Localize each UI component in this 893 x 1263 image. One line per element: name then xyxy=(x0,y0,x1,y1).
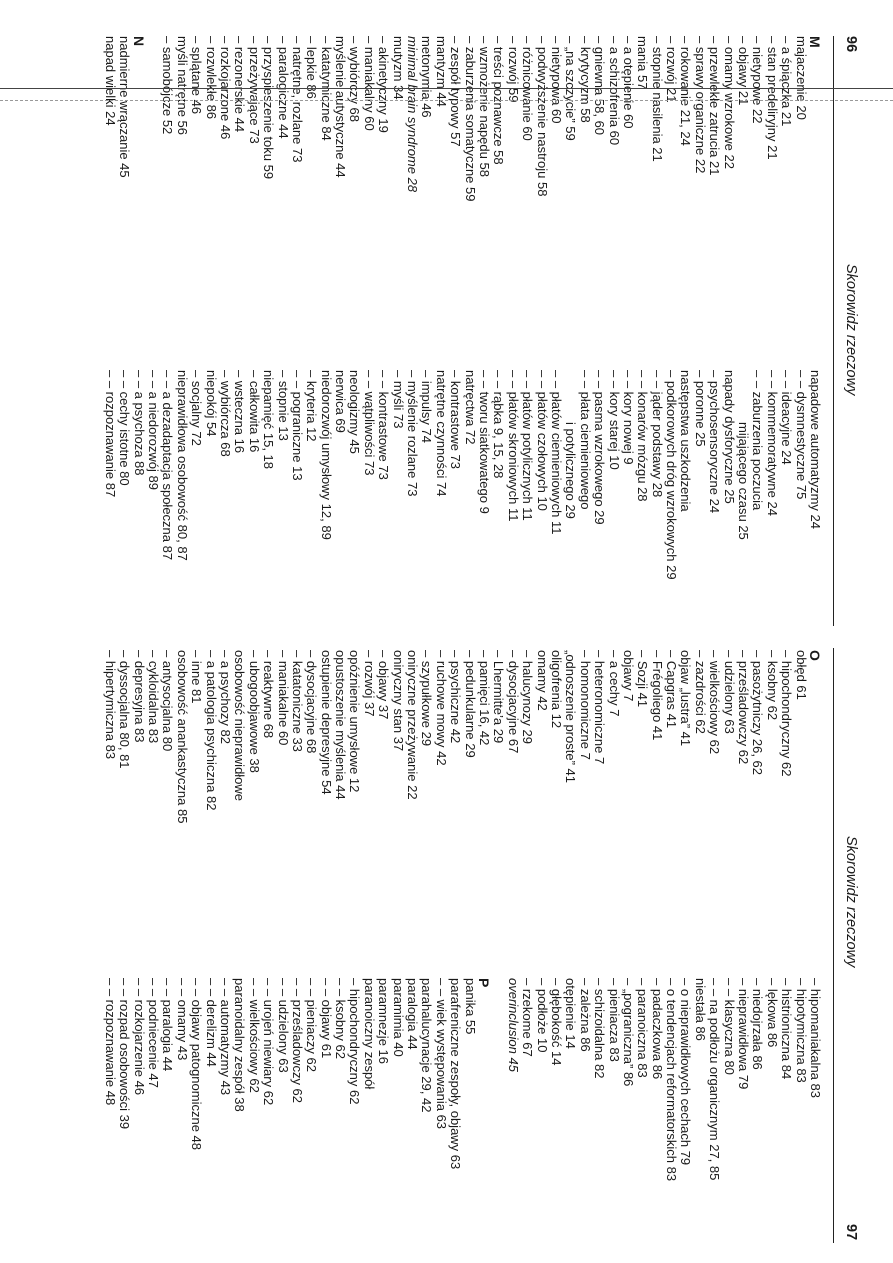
index-entry: następstwa uszkodzenia xyxy=(678,370,694,512)
index-entry: paramimia 40 xyxy=(390,978,406,1057)
index-entry: – katatoniczne 33 xyxy=(289,650,305,752)
index-entry: – zazdrości 62 xyxy=(692,650,708,734)
index-entry: – podwyższenie nastroju 58 xyxy=(534,36,550,197)
index-entry: – kontrastowe 73 xyxy=(448,370,464,470)
index-entry: – dysocjacyjne 68 xyxy=(304,650,320,754)
index-entry: – Capgras 41 xyxy=(664,650,680,729)
index-entry: – akinetyczny 19 xyxy=(376,36,392,133)
index-entry: – – objawy 61 xyxy=(318,978,334,1059)
left-page-number: 96 xyxy=(843,36,859,53)
index-entry: – wybiórczy 68 xyxy=(347,36,363,122)
index-entry: – lepkie 86 xyxy=(304,36,320,99)
index-entry: – maniakalne 60 xyxy=(275,650,291,746)
index-entry: – – prześladowczy 62 xyxy=(289,978,305,1104)
index-entry: – szypułkowe 29 xyxy=(419,650,435,747)
left-index-column-2 xyxy=(102,370,822,580)
index-entry: – zespół typowy 57 xyxy=(448,36,464,147)
index-entry: niepamięć 15, 18 xyxy=(261,370,277,470)
index-entry: opustoszenie myślenia 44 xyxy=(333,650,349,800)
index-entry: – – ksobny 62 xyxy=(333,978,349,1059)
index-entry: – – kory nowej 9 xyxy=(620,370,636,465)
index-entry: – wielkościowy 62 xyxy=(707,650,723,755)
index-entry: napady dysforyczne 25 xyxy=(721,370,737,504)
index-entry: – rzekome 67 xyxy=(520,978,536,1057)
index-entry: – krytycyzm 58 xyxy=(577,36,593,123)
index-entry: nieprawidłowa osobowość 80, 87 xyxy=(174,370,190,561)
index-entry: – – pograniczne 13 xyxy=(289,370,305,481)
index-entry: parafreniczne zespoły, objawy 63 xyxy=(448,978,464,1170)
index-entry: – – tworu siatkowatego 9 xyxy=(477,370,493,514)
index-entry: – Frégoliego 41 xyxy=(649,650,665,741)
index-entry: – depresyjna 83 xyxy=(131,650,147,743)
scan-edge-line-faint xyxy=(0,100,893,101)
index-entry: niestała 86 xyxy=(692,978,708,1041)
index-entry: – – ideacyjne 24 xyxy=(779,370,795,465)
index-entry: – – a psychoza 88 xyxy=(131,370,147,476)
index-entry: – halucynozy 29 xyxy=(520,650,536,744)
index-entry: – – wątpliwości 73 xyxy=(361,370,377,476)
index-entry: myśli natrętne 56 xyxy=(174,36,190,135)
index-entry: paralogia 44 xyxy=(405,978,421,1050)
index-entry: – pieniacza 83 xyxy=(606,978,622,1062)
index-entry: – całkowita 16 xyxy=(246,370,262,453)
index-entry: – reaktywne 68 xyxy=(261,650,277,739)
index-entry: – a schizofrenia 60 xyxy=(606,36,622,146)
index-entry: – paralogiczne 44 xyxy=(275,36,291,139)
index-entry: – – objawy patognomiczne 48 xyxy=(189,978,205,1151)
index-entry: – nietypowe 22 xyxy=(750,36,766,124)
index-entry: neologizmy 45 xyxy=(347,370,363,454)
index-entry: – splątane 46 xyxy=(189,36,205,115)
index-entry: – – paralogia 44 xyxy=(160,978,176,1072)
index-entry: – samobójcze 52 xyxy=(160,36,176,135)
index-entry: – poronne 25 xyxy=(692,370,708,447)
index-entry: – – automatyzmy 43 xyxy=(217,978,233,1096)
index-entry: „odnoszenie proste” 41 xyxy=(563,650,579,783)
index-entry: – – a dezadaptacja społeczna 87 xyxy=(160,370,176,561)
index-entry: – zaburzenia somatyczne 59 xyxy=(462,36,478,202)
index-entry: – podłoże 10 xyxy=(534,978,550,1053)
index-entry: – heteronomiczne 7 xyxy=(592,650,608,765)
index-entry: – dysocjacyjne 67 xyxy=(505,650,521,754)
index-entry: – podkorowych dróg wzrokowych 29 xyxy=(664,370,680,580)
index-entry: – – rozpoznawanie 48 xyxy=(102,978,118,1106)
left-index-column-1 xyxy=(102,36,822,201)
index-entry: – hipochondryczny 62 xyxy=(347,978,363,1105)
index-entry: niedorozwój umysłowy 12, 89 xyxy=(318,370,334,540)
index-entry: – – klasyczna 80 xyxy=(721,978,737,1075)
index-entry: – – dysmnestyczne 75 xyxy=(793,370,809,500)
index-entry: napad wielki 24 xyxy=(102,36,118,126)
index-entry: – a otępienie 60 xyxy=(620,36,636,129)
index-entry: – – pieniaczy 62 xyxy=(304,978,320,1072)
index-entry: – stopnie nasilenia 21 xyxy=(649,36,665,162)
index-entry: – głębokość 14 xyxy=(548,978,564,1066)
index-entry: – – podniecenie 47 xyxy=(146,978,162,1088)
index-entry: obłęd 61 xyxy=(793,650,809,700)
index-entry: – udzielony 63 xyxy=(721,650,737,734)
index-entry: nadmierne wrączanie 45 xyxy=(117,36,133,178)
index-entry: – Sozji 41 xyxy=(635,650,651,708)
index-entry: opóźnienie umysłowe 12 xyxy=(347,650,363,793)
index-entry: – omamy wzrokowe 22 xyxy=(721,36,737,169)
right-index-column-1 xyxy=(102,650,822,823)
index-entry: paramnezje 16 xyxy=(376,978,392,1064)
index-entry: – – rozkojarzenie 46 xyxy=(131,978,147,1096)
index-entry: – wsteczna 16 xyxy=(232,370,248,454)
index-entry: – – płata ciemieniowego xyxy=(577,370,593,510)
index-entry: – cykloidalna 83 xyxy=(146,650,162,744)
index-entry: – hipomaniakalna 83 xyxy=(808,978,823,1098)
index-entry: natręctwa 72 xyxy=(462,370,478,445)
index-entry: – rezonerskie 44 xyxy=(232,36,248,133)
index-entry: – rozkojarzone 46 xyxy=(217,36,233,140)
index-entry: – sprawy organiczne 22 xyxy=(692,36,708,174)
index-entry: – kryteria 12 xyxy=(304,370,320,442)
index-entry: – gniewna 58, 60 xyxy=(592,36,608,136)
index-entry: – – urojeń niewiary 62 xyxy=(261,978,277,1106)
left-header-rule xyxy=(833,36,834,626)
index-entry: – hipertymiczna 83 xyxy=(102,650,118,760)
index-entry: osobowość nieprawidłowe xyxy=(232,650,248,802)
index-entry: nerwica 69 xyxy=(333,370,349,433)
index-entry: – paranoiczna 83 xyxy=(635,978,651,1078)
index-entry: ostupienie depresyjne 54 xyxy=(318,650,334,795)
index-entry: majaczenie 20 xyxy=(793,36,809,120)
index-entry: – ruchowe mowy 42 xyxy=(433,650,449,766)
index-letter-heading: M xyxy=(807,36,823,48)
index-entry: – treści poznawcze 58 xyxy=(491,36,507,165)
index-entry: mutyzm 34 xyxy=(390,36,406,100)
index-entry: – impulsy 74 xyxy=(419,370,435,443)
index-entry: omamy 42 xyxy=(534,650,550,711)
index-entry: i potylicznego 29 xyxy=(563,422,579,519)
index-entry: minimal brain syndrome 28 xyxy=(405,36,421,193)
index-entry: – rozwlekłe 86 xyxy=(203,36,219,120)
index-entry: – – cechy istotne 80 xyxy=(117,370,133,486)
index-entry: niepokój 54 xyxy=(203,370,219,437)
index-entry: – natrętne, rozlane 73 xyxy=(289,36,305,163)
index-entry: – o tendencjach reformatorskich 83 xyxy=(664,978,680,1182)
index-entry: – prześladowczy 62 xyxy=(736,650,752,765)
index-entry: – dyssocjalna 80, 81 xyxy=(117,650,133,769)
index-entry: – maniakalny 60 xyxy=(361,36,377,131)
index-entry: osobowość anankastyczna 85 xyxy=(174,650,190,824)
index-entry: – psychiczne 42 xyxy=(448,650,464,744)
index-entry: – przeżywające 73 xyxy=(246,36,262,144)
right-page xyxy=(0,640,893,1263)
index-entry: – – wielkościowy 62 xyxy=(246,978,262,1093)
index-spacer xyxy=(491,978,505,1181)
index-entry: – pamięci 16, 42 xyxy=(477,650,493,746)
index-entry: – nietypowa 60 xyxy=(548,36,564,124)
index-entry: – rozwój 37 xyxy=(361,650,377,717)
index-entry: – – konarów mózgu 28 xyxy=(635,370,651,502)
index-entry: – stan predeliryjny 21 xyxy=(764,36,780,160)
index-entry: – lękowa 86 xyxy=(764,978,780,1048)
index-entry: – inne 81 xyxy=(189,650,205,704)
index-letter-heading: O xyxy=(807,650,823,661)
index-entry: – homonomiczne 7 xyxy=(577,650,593,760)
index-entry: – a śpiączka 21 xyxy=(779,36,795,127)
index-entry: oniryczne przeżywanie 22 xyxy=(405,650,421,800)
index-entry: – a cechy 7 xyxy=(606,650,622,717)
right-header-rule xyxy=(833,648,834,1243)
index-entry: panika 55 xyxy=(462,978,478,1035)
index-entry: – stopnie 13 xyxy=(275,370,291,441)
index-entry: – rozwój 59 xyxy=(505,36,521,103)
right-index-column-2 xyxy=(102,978,822,1181)
index-entry: – ksobny 62 xyxy=(764,650,780,721)
index-entry: – katatymiczne 84 xyxy=(318,36,334,141)
index-entry: – – kory starej 10 xyxy=(606,370,622,470)
index-entry: – – jąder podstawy 28 xyxy=(649,370,665,498)
index-entry: – rokowanie 21, 24 xyxy=(678,36,694,146)
index-entry: – o nieprawidłowych cechach 79 xyxy=(678,978,694,1166)
index-entry: mania 57 xyxy=(635,36,651,90)
index-entry: – – udzielony 63 xyxy=(275,978,291,1073)
index-entry: – przewlekłe zatrucia 21 xyxy=(707,36,723,176)
index-entry: paranoidalny zespół 38 xyxy=(232,978,248,1112)
index-entry: – myśli 73 xyxy=(390,370,406,429)
index-entry: – objawy 37 xyxy=(376,650,392,720)
index-entry: – – rąbka 9, 15, 28 xyxy=(491,370,507,479)
index-entry: – „pograniczna” 86 xyxy=(620,978,636,1087)
index-entry: napadowe automatyzmy 24 xyxy=(808,370,823,529)
index-entry: – – płatów ciemieniowych 11 xyxy=(548,370,564,535)
index-entry: – – wiek występowania 63 xyxy=(433,978,449,1130)
index-entry: – przyspieszenie toku 59 xyxy=(261,36,277,180)
left-running-header: Skorowidz rzeczowy xyxy=(843,264,859,396)
index-entry: – pasożytniczy 26, 62 xyxy=(750,650,766,776)
index-entry: – – rozpad osobowości 39 xyxy=(117,978,133,1130)
index-entry: – psychosensoryczne 24 xyxy=(707,370,723,514)
index-entry: – – derelizm 44 xyxy=(203,978,219,1067)
index-entry: – rozwój 21 xyxy=(664,36,680,103)
index-entry: – hipotymiczna 83 xyxy=(793,978,809,1083)
index-entry: – a patologia psychiczna 82 xyxy=(203,650,219,811)
index-entry: – wzmożenie napędu 58 xyxy=(477,36,493,177)
index-entry: – – płatów potylicznych 11 xyxy=(520,370,536,521)
index-entry: – – omamy 43 xyxy=(174,978,190,1061)
index-entry: – niedojrzała 86 xyxy=(750,978,766,1070)
index-entry: – ubogoobjawowe 38 xyxy=(246,650,262,773)
index-entry: – – kontrastowe 73 xyxy=(376,370,392,480)
index-entry: – – na podłożu organicznym 27, 85 xyxy=(707,978,723,1181)
index-entry: oniryczny stan 37 xyxy=(390,650,406,752)
index-entry: – nieprawidłowa 79 xyxy=(736,978,752,1090)
index-entry: otępienie 14 xyxy=(563,978,579,1049)
index-entry: – wybiórcza 68 xyxy=(217,370,233,457)
index-entry: – „na szczycie” 59 xyxy=(563,36,579,141)
index-entry: – – zaburzenia poczucia xyxy=(750,370,766,511)
index-entry: – – pasma wzrokowego 29 xyxy=(592,370,608,525)
scan-edge-line xyxy=(0,88,893,89)
index-entry: – padaczkowa 86 xyxy=(649,978,665,1080)
index-entry: overinclusion 45 xyxy=(505,978,521,1072)
index-entry: natrętne czynności 74 xyxy=(433,370,449,497)
index-entry: myślenie autystyczne 44 xyxy=(333,36,349,178)
right-page-number: 97 xyxy=(843,1224,859,1241)
index-entry: – a psychozy 82 xyxy=(217,650,233,744)
right-running-header: Skorowidz rzeczowy xyxy=(843,836,859,968)
index-entry: – różnicowanie 60 xyxy=(520,36,536,141)
index-entry: parahalucynacje 29, 42 xyxy=(419,978,435,1113)
index-entry: mijającego czasu 25 xyxy=(736,422,752,540)
index-entry: – Lhermitte’a 29 xyxy=(491,650,507,744)
index-letter-heading: N xyxy=(130,36,147,47)
index-entry: – schizoidalna 82 xyxy=(592,978,608,1079)
index-entry: – – kommemoratywne 24 xyxy=(764,370,780,516)
index-entry: mantyzm 44 xyxy=(433,36,449,107)
index-entry: – hipochondryczny 62 xyxy=(779,650,795,777)
index-spacer xyxy=(146,36,160,201)
index-entry: – – płatów czołowych 10 xyxy=(534,370,550,511)
index-entry: objaw „lustra” 41 xyxy=(678,650,694,747)
index-entry: – socjalny 72 xyxy=(189,370,205,446)
index-entry: metonymia 46 xyxy=(419,36,435,118)
index-entry: – antysocjalna 80 xyxy=(160,650,176,752)
index-entry: – myślenie rozlane 73 xyxy=(405,370,421,497)
index-entry: paranoiczny zespół xyxy=(361,978,377,1090)
index-entry: – – płatów skroniowych 11 xyxy=(505,370,521,522)
index-entry: – pedunkularne 29 xyxy=(462,650,478,758)
index-entry: – histrioniczna 84 xyxy=(779,978,795,1080)
index-entry: – – rozpoznawanie 87 xyxy=(102,370,118,498)
index-entry: – zależna 86 xyxy=(577,978,593,1052)
index-entry: oligofrenia 12 xyxy=(548,650,564,729)
index-letter-heading: P xyxy=(476,978,493,988)
index-entry: – objawy 21 xyxy=(736,36,752,106)
index-entry: objawy 7 xyxy=(620,650,636,702)
index-entry: – – a niedorozwój 89 xyxy=(146,370,162,490)
